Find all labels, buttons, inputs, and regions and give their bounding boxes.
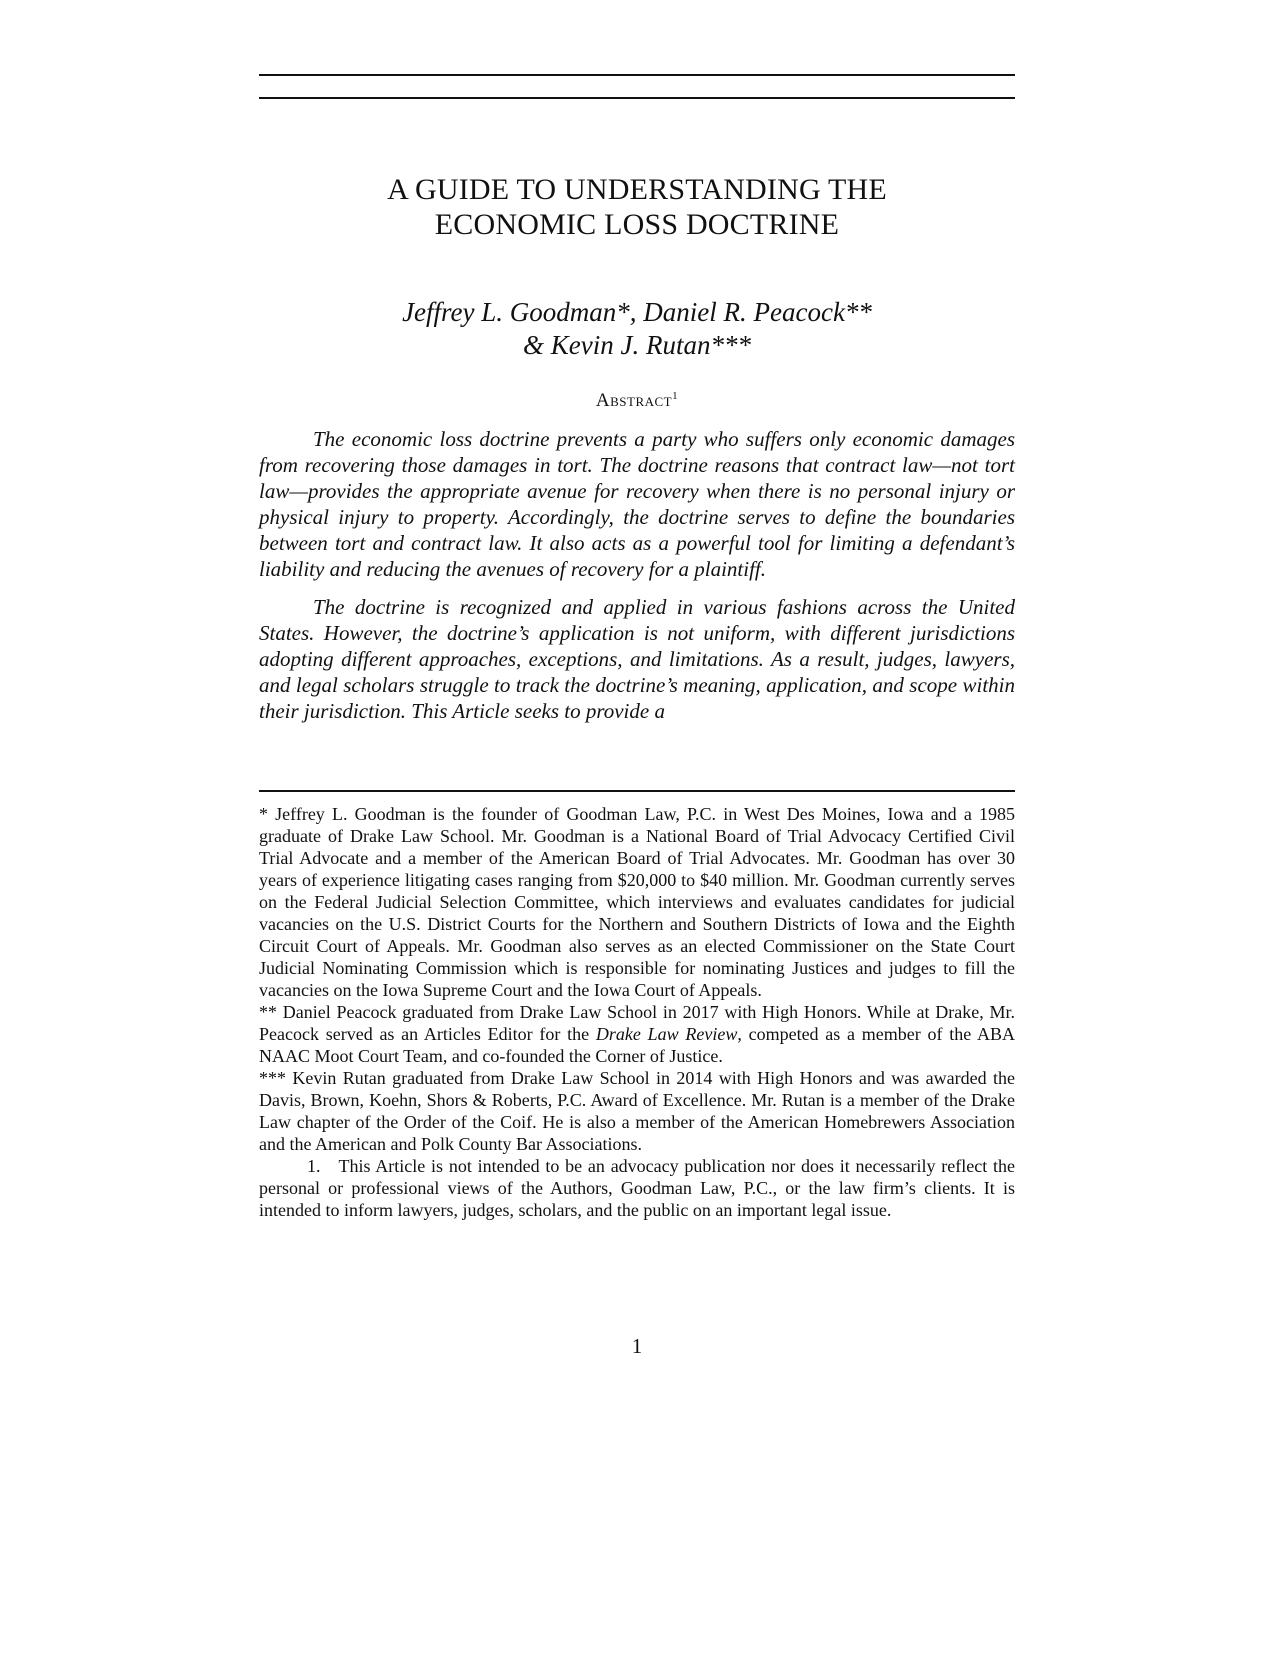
- footnote-goodman: * Jeffrey L. Goodman is the founder of Goodman Law, P.C. in West Des Moines, Iowa and a 1985 graduate of Drake Law School. Mr. Goodman is a National Board of Trial Advocacy Certified Civil Trial Advocate and a member of the American Board of Trial Advocates. Mr. Goodman has over 30 years of experience litigating cases ranging from $20,000 to $40 million. Mr. Goodman currently serves on the Federal Judicial Selection Committee, which interviews and evaluates candidates for judicial vacancies on the U.S. District Courts for the Northern and Southern Districts of Iowa and the Eighth Circuit Court of Appeals. Mr. Goodman also serves as an elected Commissioner on the State Court Judicial Nominating Commission which is responsible for nominating Justices and judges to fill the vacancies on the Iowa Supreme Court and the Iowa Court of Appeals.: [259, 804, 1015, 1000]
- footnote-separator: [259, 790, 1015, 792]
- author-byline: [259, 296, 1015, 362]
- author-byline-line-2: & Kevin J. Rutan***: [523, 330, 751, 360]
- article-title-line-2: ECONOMIC LOSS DOCTRINE: [434, 208, 840, 241]
- article-title-line-1: A GUIDE TO UNDERSTANDING THE: [387, 173, 887, 206]
- abstract-paragraph-1: The economic loss doctrine prevents a party who suffers only economic damages from recovering those damages in tort. The doctrine reasons that contract law—not tort law—provides the appropriate avenue for recovery when there is no personal injury or physical injury to property. Accordingly, the doctrine serves to define the boundaries between tort and contract law. It also acts as a powerful tool for limiting a defendant’s liability and reducing the avenues of recovery for a plaintiff.: [259, 427, 1015, 581]
- header-rule-bottom: [259, 97, 1015, 99]
- abstract-heading: [259, 390, 1015, 412]
- page-number: 1: [631, 1334, 643, 1358]
- abstract-paragraph-2: The doctrine is recognized and applied in various fashions across the United States. However, the doctrine’s application is not uniform, with different jurisdictions adopting different approaches, exceptions, and limitations. As a result, judges, lawyers, and legal scholars struggle to track the doctrine’s meaning, application, and scope within their jurisdiction. This Article seeks to provide a: [259, 595, 1015, 723]
- footnote-peacock-text-start: ** Daniel Peacock graduated from Drake Law School in 2017 with High Honors. While at Drake, Mr. Peacock served as an Articles Editor for the: [259, 1002, 1015, 1044]
- header-rule-top: [259, 74, 1015, 76]
- author-byline-line-1: Jeffrey L. Goodman*, Daniel R. Peacock**: [402, 297, 872, 327]
- footnote-1: 1. This Article is not intended to be an advocacy publication nor does it necessarily reflect the personal or professional views of the Authors, Goodman Law, P.C., or the law firm’s clients. It is intended to inform lawyers, judges, scholars, and the public on an important legal issue.: [259, 1156, 1015, 1220]
- footnote-peacock: [259, 1001, 1015, 1067]
- footnote-rutan: *** Kevin Rutan graduated from Drake Law School in 2014 with High Honors and was awarded the Davis, Brown, Koehn, Shors & Roberts, P.C. Award of Excellence. Mr. Rutan is a member of the Drake Law chapter of the Order of the Coif. He is also a member of the American Homebrewers Association and the American and Polk County Bar Associations.: [259, 1068, 1015, 1154]
- abstract-heading-text: Abstract: [595, 390, 673, 411]
- footnote-peacock-text-end: , competed as a member of the ABA NAAC Moot Court Team, and co-founded the Corner of Justice.: [259, 1024, 1015, 1066]
- abstract-body: [259, 426, 1015, 724]
- abstract-footnote-marker: 1: [672, 390, 679, 402]
- footnote-peacock-journal: Drake Law Review: [595, 1024, 738, 1044]
- article-title: [259, 172, 1015, 242]
- footnotes: [259, 803, 1015, 1221]
